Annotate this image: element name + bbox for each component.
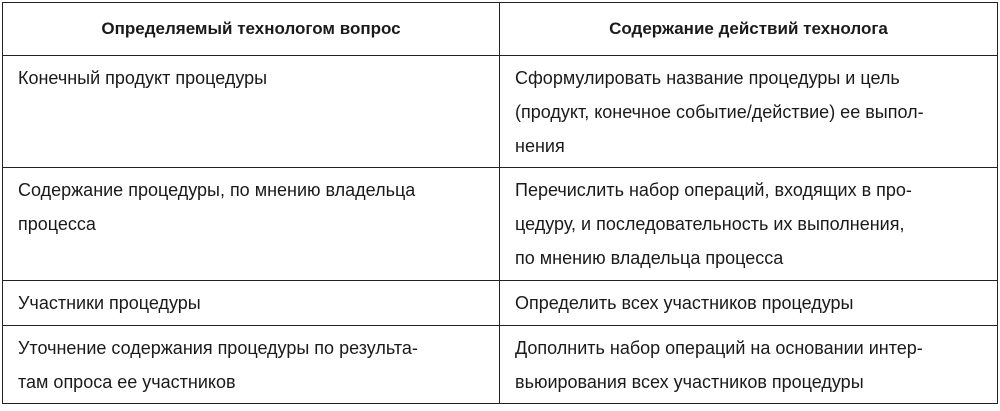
- table-row: [3, 326, 998, 404]
- cell-line: Содержание процедуры, по мнению владельца: [18, 180, 416, 200]
- procedure-analysis-table: [2, 2, 998, 404]
- cell-line: Дополнить набор операций на основании интер-: [515, 338, 923, 358]
- question-cell: [3, 56, 500, 168]
- table-body: [3, 56, 998, 404]
- question-cell: [3, 281, 500, 326]
- header-action: Содержание действий технолога: [500, 3, 998, 56]
- header-row: [3, 3, 998, 56]
- cell-line: цедуру, и последовательность их выполнения,: [515, 214, 905, 234]
- table-row: [3, 168, 998, 281]
- cell-line: процесса: [18, 214, 96, 234]
- cell-line: Уточнение содержания процедуры по результа-: [18, 338, 418, 358]
- question-cell: [3, 326, 500, 404]
- table-header: [3, 3, 998, 56]
- action-cell: [500, 168, 998, 281]
- cell-line: вьюирования всех участников процедуры: [515, 372, 864, 392]
- cell-line: Перечислить набор операций, входящих в про-: [515, 180, 912, 200]
- action-cell: [500, 56, 998, 168]
- table-row: [3, 281, 998, 326]
- cell-line: Конечный продукт процедуры: [18, 68, 268, 88]
- cell-line: Определить всех участников процедуры: [515, 293, 854, 313]
- cell-line: нения: [515, 136, 565, 156]
- cell-line: Участники процедуры: [18, 293, 201, 313]
- cell-line: (продукт, конечное событие/действие) ее выпол-: [515, 102, 924, 122]
- header-question: Определяемый технологом вопрос: [3, 3, 500, 56]
- question-cell: [3, 168, 500, 281]
- cell-line: там опроса ее участников: [18, 372, 236, 392]
- action-cell: [500, 326, 998, 404]
- cell-line: Сформулировать название процедуры и цель: [515, 68, 900, 88]
- action-cell: [500, 281, 998, 326]
- cell-line: по мнению владельца процесса: [515, 248, 784, 268]
- table-row: [3, 56, 998, 168]
